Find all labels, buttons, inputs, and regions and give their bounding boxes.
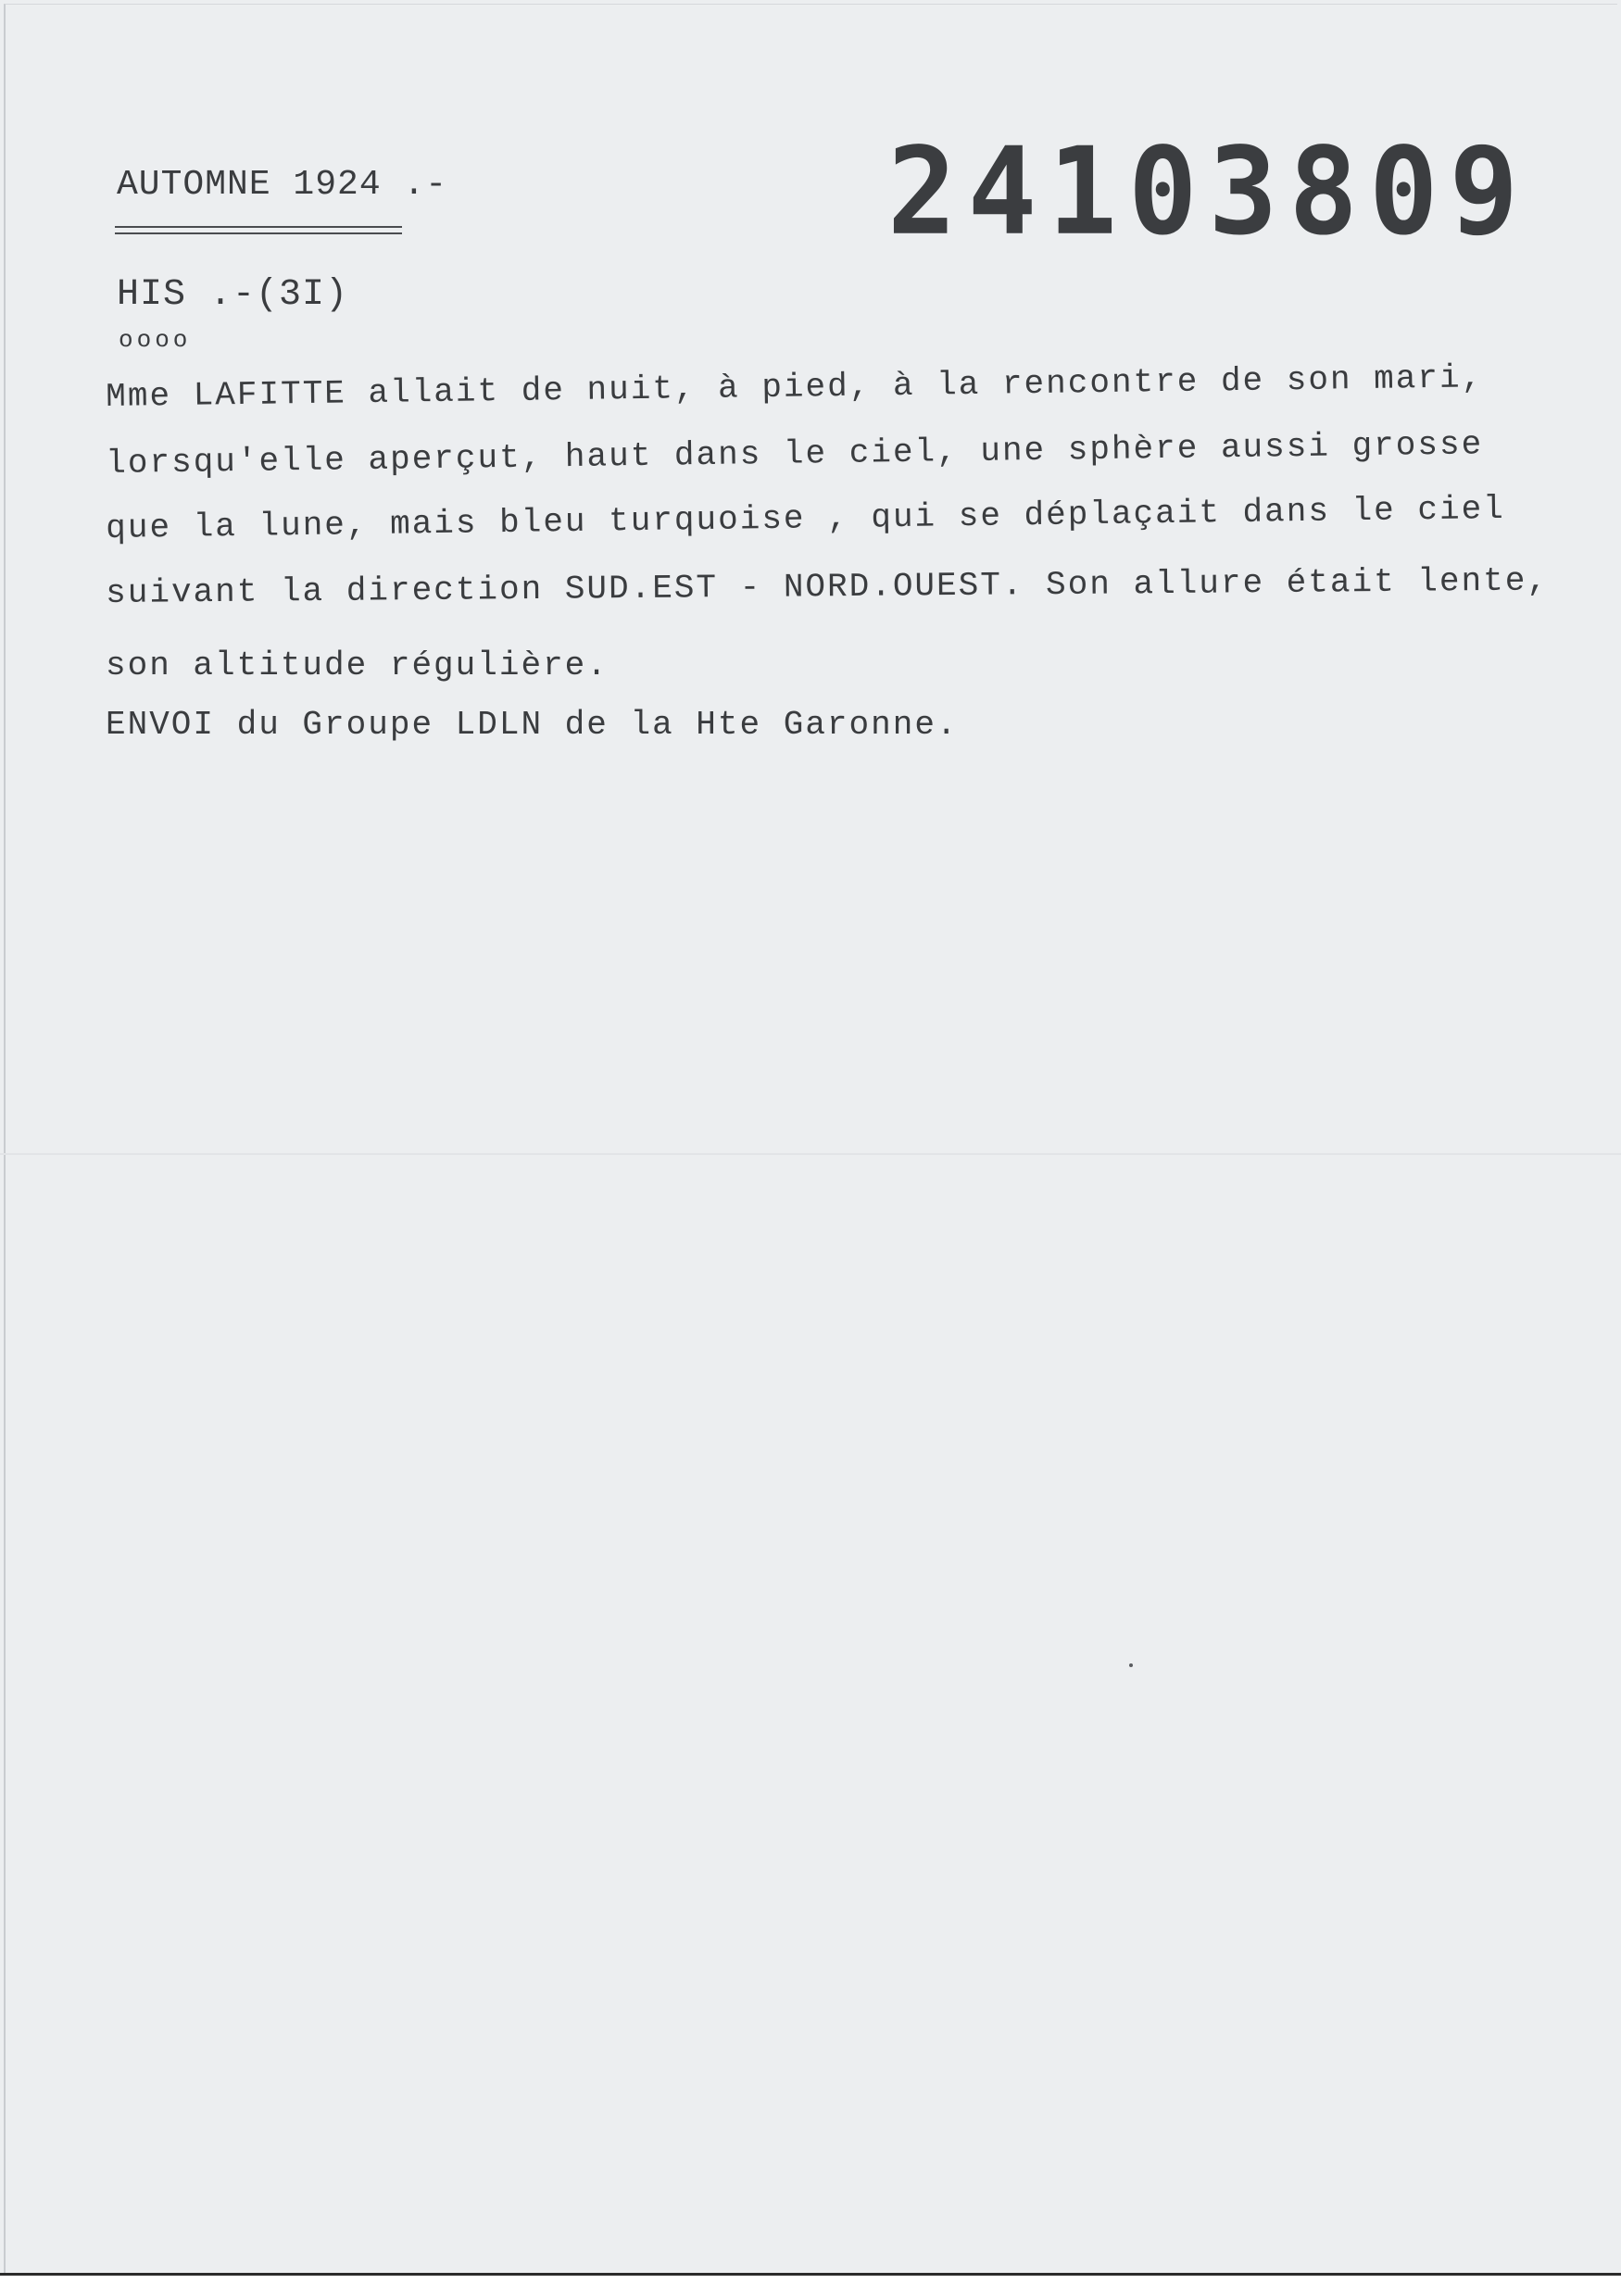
reference-number: 24103809 — [887, 122, 1530, 263]
header-underline-double — [115, 232, 402, 234]
body-line: Mme LAFITTE allait de nuit, à pied, à la rencontre de son mari, — [106, 358, 1484, 416]
source-line: ENVOI du Groupe LDLN de la Hte Garonne. — [106, 706, 959, 744]
body-line: que la lune, mais bleu turquoise , qui se déplaçait dans le ciel — [106, 489, 1506, 547]
body-line: son altitude régulière. — [106, 646, 609, 684]
header-date: AUTOMNE 1924 .- — [117, 165, 448, 205]
page-edge — [4, 4, 1617, 2277]
header-underline — [115, 226, 402, 228]
location-code: HIS .-(3I) — [117, 274, 349, 316]
scan-bottom-edge — [0, 2273, 1621, 2296]
bleed-through-text — [111, 991, 1501, 1029]
paper-speck — [1129, 1663, 1133, 1667]
separator-mark: oooo — [119, 326, 192, 354]
body-line: suivant la direction SUD.EST - NORD.OUEST. Son allure était lente, — [106, 561, 1550, 612]
paper-fold — [0, 1153, 1621, 1155]
body-line: lorsqu'elle aperçut, haut dans le ciel, une sphère aussi grosse — [106, 425, 1484, 483]
